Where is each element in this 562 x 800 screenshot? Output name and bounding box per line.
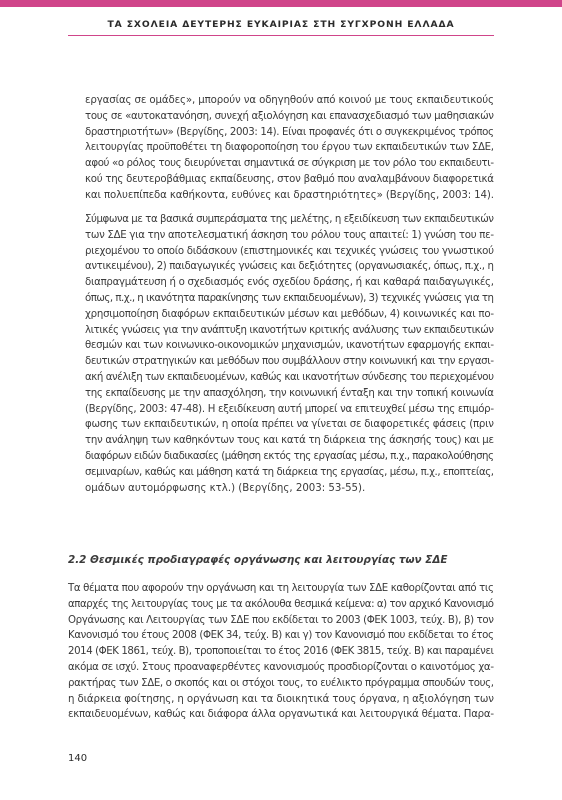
text-line: ρακτήρας των ΣΔΕ, ο σκοπός και οι στόχοι τους, το ευέλικτο πρόγραμμα σπουδών τους, (68, 677, 494, 689)
text-line: ριεχομένου το οποίο διδάσκουν (επιστημονικές και τεχνικές γνώσεις του γνωστικού (85, 245, 494, 257)
text-line: τους σε «αυτοκατανόηση, συνεχή αξιολόγηση και επανασχεδιασμό των μαθησιακών (85, 110, 494, 122)
text-line: την ανάληψη των καθηκόντων τους και κατά τη διάρκεια της άσκησής τους) και με (85, 435, 494, 447)
text-line: αντικειμένου), 2) παιδαγωγικές γνώσεις και δεξιότητες (οργανωσιακές, όπως, π.χ., η (85, 261, 494, 273)
text-line: χρησιμοποίηση διαφόρων εκπαιδευτικών μέσων και μεθόδων, 4) κοινωνικές και πο- (85, 308, 494, 320)
header-divider (68, 35, 494, 36)
paragraph-3 (68, 581, 494, 723)
running-header: ΤΑ ΣΧΟΛΕΙΑ ΔΕΥΤΕΡΗΣ ΕΥΚΑΙΡΙΑΣ ΣΤΗ ΣΥΓΧΡΟΝΗ ΕΛΛΑΔΑ (107, 19, 455, 30)
text-line: λειτουργίας προϋποθέτει τη διαφοροποίηση του έργου των εκπαιδευτικών των ΣΔΕ, (85, 142, 494, 154)
text-line: θεσμών και των κοινωνικο-οικονομικών μηχανισμών, ικανοτήτων εφαρμογής εκπαι- (85, 340, 494, 352)
text-line: κού της δευτεροβάθμιας εκπαίδευσης, στον βαθμό που αναλαμβάνουν διαφορετικά (85, 173, 494, 185)
paragraph-1 (85, 93, 494, 204)
text-line: και πολυεπίπεδα καθήκοντα, ευθύνες και δραστηριότητες» (Βεργίδης, 2003: 14). (85, 189, 494, 201)
text-line: σεμιναρίων, καθώς και μάθηση κατά τη διάρκεια της εργασίας, μέσω, π.χ., εποπτείας, (85, 466, 494, 478)
text-line: (Βεργίδης, 2003: 47-48). Η εξειδίκευση αυτή μπορεί να επιτευχθεί μέσω της επιμόρ- (85, 403, 494, 415)
text-line: Κανονισμό του έτους 2008 (ΦΕΚ 34, τεύχ. Β) και γ) τον Κανονισμό που εκδίδεται το έτος (68, 630, 494, 642)
text-line: διαπραγμάτευση ή ο σχεδιασμός ενός σχεδίου δράσης, ή και καθαρά παιδαγωγικές, (85, 277, 494, 289)
text-line: δραστηριοτήτων» (Βεργίδης, 2003: 14). Είναι προφανές ότι ο συγκεκριμένος τρόπος (85, 126, 494, 138)
text-line: των ΣΔΕ για την αποτελεσματική άσκηση του ρόλου τους απαιτεί: 1) γνώση του πε- (85, 229, 494, 241)
paragraph-2 (85, 212, 494, 496)
text-line: ομάδων αυτομόρφωσης κτλ.) (Βεργίδης, 2003: 53-55). (85, 482, 366, 494)
text-line: αφού «ο ρόλος τους διευρύνεται σημαντικά σε σύγκριση με τον ρόλο του εκπαιδευτι- (85, 158, 494, 170)
text-line: εκπαιδευομένων, καθώς και διάφορα άλλα οργανωτικά και λειτουργικά θέματα. Παρα- (68, 709, 494, 721)
page-number: 140 (68, 753, 88, 764)
text-line: δευτικών στρατηγικών και μεθόδων που συμβάλλουν στην κοινωνική και την εργασι- (85, 356, 494, 368)
text-line: ακή ανέλιξη των εκπαιδευομένων, καθώς και ικανοτήτων σύνδεσης του περιεχομένου (85, 371, 494, 383)
text-line: Τα θέματα που αφορούν την οργάνωση και τη λειτουργία των ΣΔΕ καθορίζονται από τις (68, 583, 494, 594)
section-heading: 2.2 Θεσμικές προδιαγραφές οργάνωσης και λειτουργίας των ΣΔΕ (68, 554, 448, 566)
header-accent-bar (0, 0, 562, 7)
text-line: όπως, π.χ., η ικανότητα παρακίνησης των εκπαιδευομένων), 3) τεχνικές γνώσεις για τη (85, 292, 494, 304)
text-line: 2014 (ΦΕΚ 1861, τεύχ. Β), τροποποιείται το έτος 2016 (ΦΕΚ 3815, τεύχ. Β) και παραμένει (68, 646, 494, 658)
text-line: απαρχές της λειτουργίας τους με τα ακόλουθα θεσμικά κείμενα: α) τον αρχικό Κανονισμό (68, 598, 494, 610)
text-line: λιτικές γνώσεις για την ανάπτυξη ικανοτήτων κριτικής ανάλυσης των εκπαιδευτικών (85, 324, 494, 336)
text-line: Οργάνωσης και Λειτουργίας των ΣΔΕ που εκδίδεται το 2003 (ΦΕΚ 1003, τεύχ. Β), β) τον (68, 614, 494, 626)
text-line: φωσης των εκπαιδευτικών, η οποία πρέπει να γίνεται σε διαφορετικές φάσεις (πριν (85, 419, 494, 431)
text-line: η διάρκεια φοίτησης, η οργάνωση και τα διοικητικά τους όργανα, η αξιολόγηση των (68, 693, 494, 705)
text-line: διαφόρων ειδών διαδικασίες (μάθηση εκτός της εργασίας μέσω, π.χ., παρακολούθησης (85, 450, 494, 462)
text-line: Σύμφωνα με τα βασικά συμπεράσματα της μελέτης, η εξειδίκευση των εκπαιδευτικών (85, 214, 494, 225)
text-line: ακόμα σε ισχύ. Στους προαναφερθέντες κανονισμούς προσδιορίζονται ο καινοτόμος χα- (68, 661, 494, 673)
text-line: εργασίας σε ομάδες», μπορούν να οδηγηθούν από κοινού με τους εκπαιδευτικούς (85, 95, 494, 106)
text-line: της εκπαίδευσης με την απασχόληση, την κοινωνική ένταξη και την τοπική κοινωνία (85, 387, 494, 399)
